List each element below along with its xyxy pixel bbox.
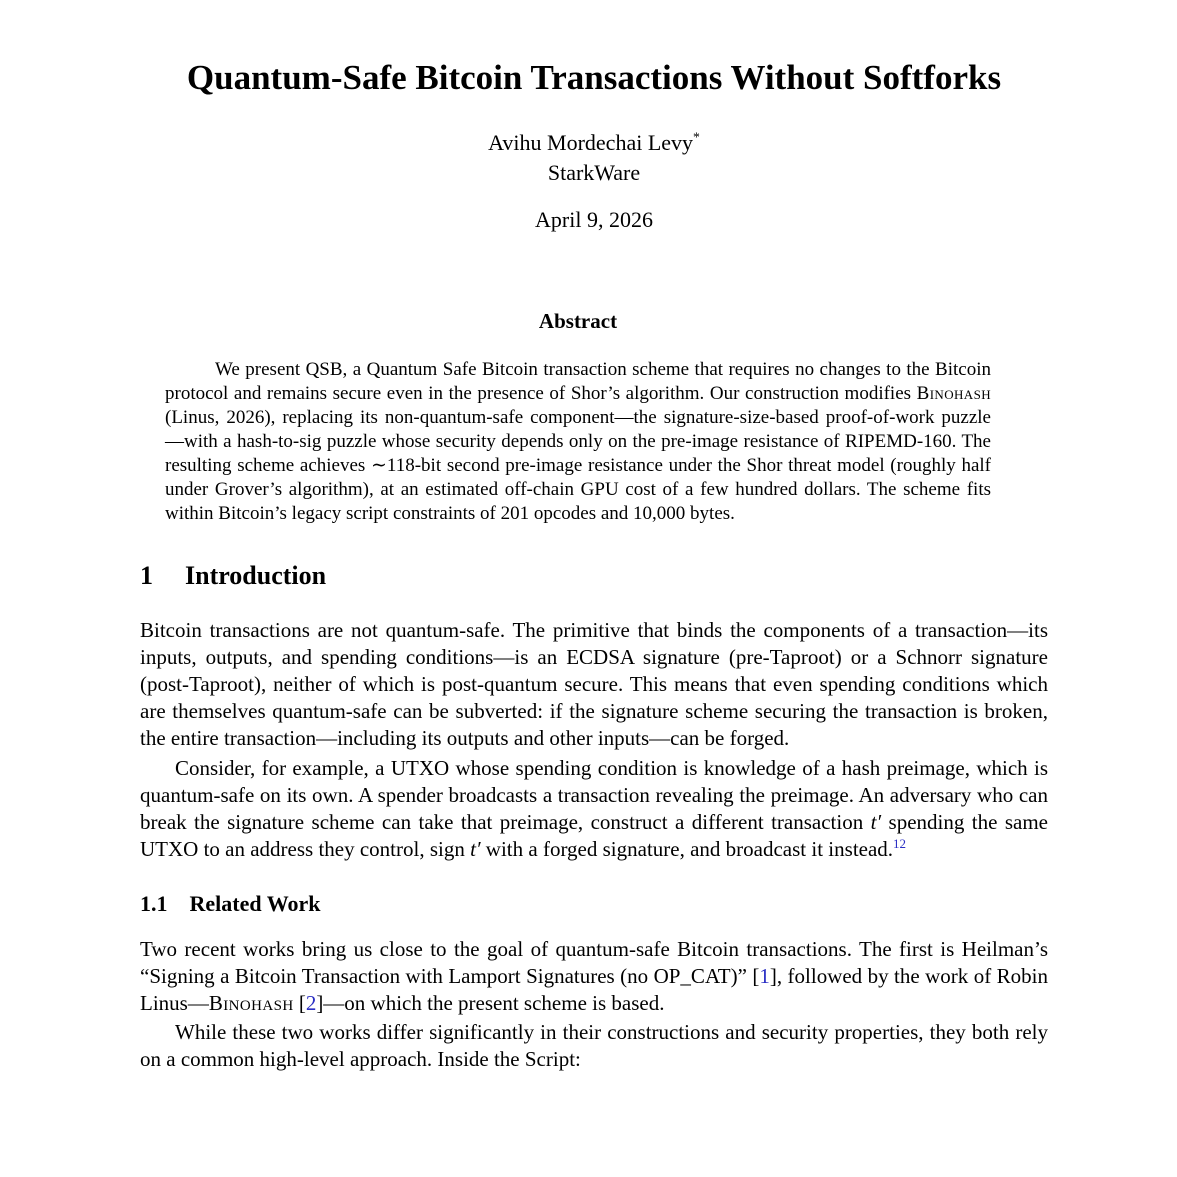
author-affiliation: StarkWare [547,160,641,185]
section-1-number: 1 [140,561,153,590]
math-var-t-prime: t′ [870,810,882,834]
related-p1-seg3: [ [293,991,306,1015]
citation-1-link[interactable]: 1 [759,964,770,988]
related-p1-seg4: ]—on which the present scheme is based. [316,991,665,1015]
abstract-seg2: (Linus, 2026), replacing its non-quantum-safe component—the signature-size-based proof-of-work puzzle—with a hash-to-sig puzzle whose security depends only on the pre-image resistance of RIPEMD-160. The resulting scheme achieves ∼118-bit second pre-image resistance under the Shor threat model (roughly half under Grover’s algorithm), at an estimated off-chain GPU cost of a few hundred dollars. The scheme fits within Bitcoin’s legacy script constraints of 201 opcodes and 10,000 bytes. [165,407,991,524]
abstract-heading: Abstract [538,309,618,333]
related-p1-seg1: Two recent works bring us close to the goal of quantum-safe Bitcoin transactions. The first is Heilman’s “Signing a Bitcoin Transaction with Lamport Signatures (no OP_CAT)” [ [140,937,1048,988]
footnote-marks-1-2-link[interactable]: 12 [893,836,907,851]
citation-2-link[interactable]: 2 [305,991,317,1015]
intro-p2-seg3: with a forged signature, and broadcast it instead. [480,837,894,861]
abstract-section [165,309,991,526]
author-line [140,128,1048,158]
section-1-title: Introduction [185,561,327,590]
intro-p2-seg2: spending the same UTXO to an address they control, sign [140,810,1048,861]
intro-paragraph-1: Bitcoin transactions are not quantum-safe. The primitive that binds the components of a transaction—its inputs, outputs, and spending conditions—is an ECDSA signature (pre-Taproot) or a Schnorr signature (post-Taproot), neither of which is post-quantum secure. This means that even spending conditions which are themselves quantum-safe can be subverted: if the signature scheme securing the transaction is broken, the entire transaction—including its outputs and other inputs—can be forged. [140,618,1048,750]
section-1-heading [140,560,1048,592]
abstract-text [165,358,991,526]
author-block [140,128,1048,188]
subsection-1-1-number: 1.1 [140,891,168,916]
binohash-smallcaps: Binohash [208,991,294,1015]
related-work-paragraph-1 [140,936,1048,1017]
binohash-smallcaps: Binohash [916,383,991,404]
math-var-t-prime: t′ [470,837,481,861]
author-name: Avihu Mordechai Levy [488,130,694,155]
intro-paragraph-2 [140,755,1048,863]
subsection-1-1-heading [140,891,1048,917]
abstract-seg1: We present QSB, a Quantum Safe Bitcoin transaction scheme that requires no changes to the Bitcoin protocol and remains secure even in the presence of Shor’s algorithm. Our construction modifies [165,359,991,404]
subsection-1-1-title: Related Work [189,891,321,916]
related-p1-seg2: ], followed by the work of Robin Linus— [140,964,1048,1015]
related-work-paragraph-2: While these two works differ significantly in their constructions and security properties, they both rely on a common high-level approach. Inside the Script: [140,1020,1048,1071]
paper-date: April 9, 2026 [535,207,653,232]
paper-title: Quantum-Safe Bitcoin Transactions Without Softforks [186,58,1002,97]
intro-p2-seg1: Consider, for example, a UTXO whose spending condition is knowledge of a hash preimage, which is quantum-safe on its own. A spender broadcasts a transaction revealing the preimage. An adversary who can break the signature scheme can take that preimage, construct a different transaction [140,756,1048,834]
author-footnote-asterisk: * [693,129,700,145]
